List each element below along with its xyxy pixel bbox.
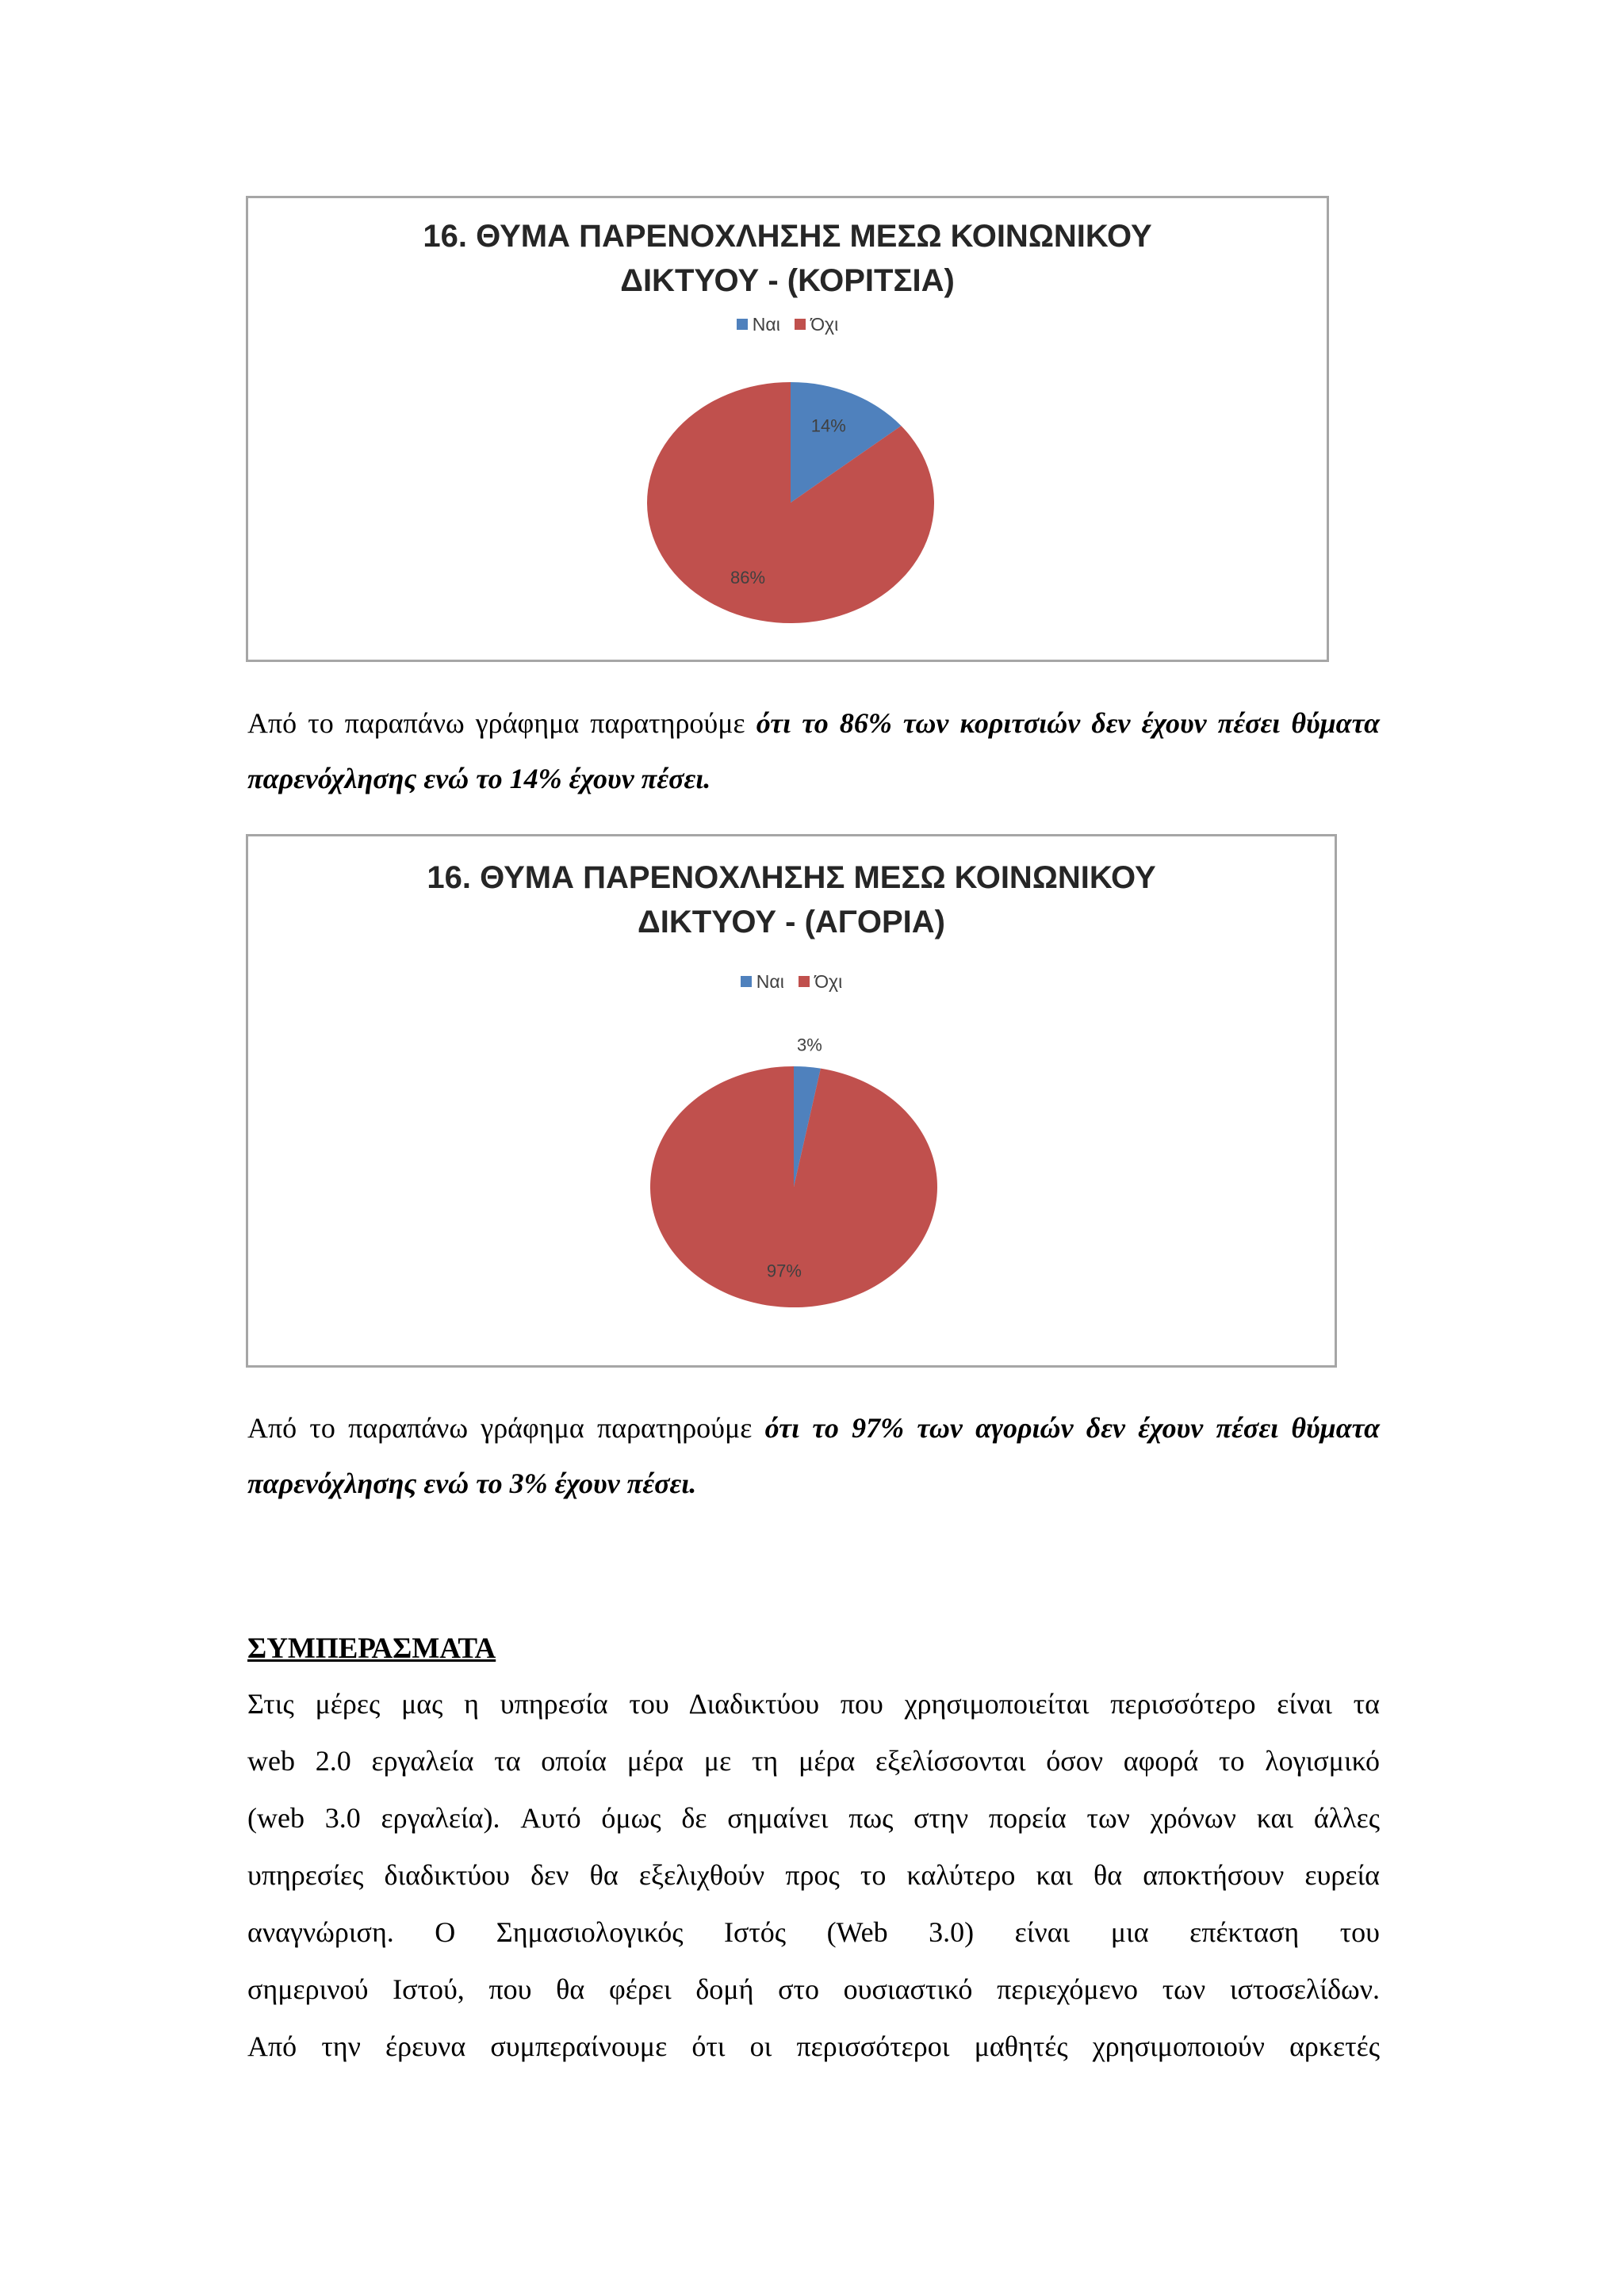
- pie-chart-boys: [248, 836, 1335, 1365]
- paragraph-girls: [247, 695, 1380, 806]
- pie-data-label: 86%: [730, 568, 766, 588]
- body-line: web 2.0 εργαλεία τα οποία μέρα με τη μέρα εξελίσσονται όσον αφορά το λογισμικό: [247, 1745, 1380, 1777]
- legend-label-yes: Ναι: [752, 314, 780, 335]
- body-line: αναγνώριση. Ο Σημασιολογικός Ιστός (Web 3.0) είναι μια επέκταση του: [247, 1916, 1380, 1948]
- legend-label-no: Όχι: [814, 971, 843, 992]
- paragraph-girls-emph: ότι το 86% των κοριτσιών δεν έχουν πέσει θύματα παρενόχλησης ενώ το 14% έχουν πέσει.: [247, 707, 1380, 794]
- chart-title-line-2: ΔΙΚΤΥΟΥ - (ΑΓΟΡΙΑ): [638, 905, 945, 939]
- pie-chart-girls: [248, 198, 1327, 660]
- section-heading: ΣΥΜΠΕΡΑΣΜΑΤΑ: [247, 1632, 496, 1665]
- paragraph-boys-plain: Από το παραπάνω γράφημα παρατηρούμε: [247, 1412, 765, 1444]
- body-line: σημερινού Ιστού, που θα φέρει δομή στο ουσιαστικό περιεχόμενο των ιστοσελίδων.: [247, 1973, 1380, 2005]
- paragraph-girls-plain: Από το παραπάνω γράφημα παρατηρούμε: [247, 707, 756, 739]
- pie-data-label: 97%: [766, 1261, 802, 1281]
- body-line: Από την έρευνα συμπεραίνουμε ότι οι περισσότεροι μαθητές χρησιμοποιούν αρκετές: [247, 2030, 1380, 2062]
- chart-title-line-1: 16. ΘΥΜΑ ΠΑΡΕΝΟΧΛΗΣΗΣ ΜΕΣΩ ΚΟΙΝΩΝΙΚΟΥ: [423, 219, 1152, 254]
- section-body: [247, 1675, 1380, 2075]
- body-line: (web 3.0 εργαλεία). Αυτό όμως δε σημαίνει πως στην πορεία των χρόνων και άλλες: [247, 1802, 1380, 1834]
- chart-title-line-1: 16. ΘΥΜΑ ΠΑΡΕΝΟΧΛΗΣΗΣ ΜΕΣΩ ΚΟΙΝΩΝΙΚΟΥ: [427, 860, 1156, 895]
- chart-boys: [246, 834, 1337, 1368]
- chart-girls: [246, 196, 1329, 662]
- pie-data-label: 14%: [810, 415, 846, 436]
- chart-title-line-2: ΔΙΚΤΥΟΥ - (ΚΟΡΙΤΣΙΑ): [620, 263, 955, 298]
- legend-label-yes: Ναι: [756, 971, 784, 992]
- body-line: Στις μέρες μας η υπηρεσία του Διαδικτύου που χρησιμοποιείται περισσότερο είναι τα: [247, 1688, 1380, 1720]
- paragraph-boys-emph: ότι το 97% των αγοριών δεν έχουν πέσει θύματα παρενόχλησης ενώ το 3% έχουν πέσει.: [247, 1412, 1380, 1499]
- paragraph-boys: [247, 1400, 1380, 1511]
- pie-data-label: 3%: [797, 1035, 822, 1055]
- body-line: υπηρεσίες διαδικτύου δεν θα εξελιχθούν προς το καλύτερο και θα αποκτήσουν ευρεία: [247, 1859, 1380, 1891]
- legend-label-no: Όχι: [810, 314, 839, 335]
